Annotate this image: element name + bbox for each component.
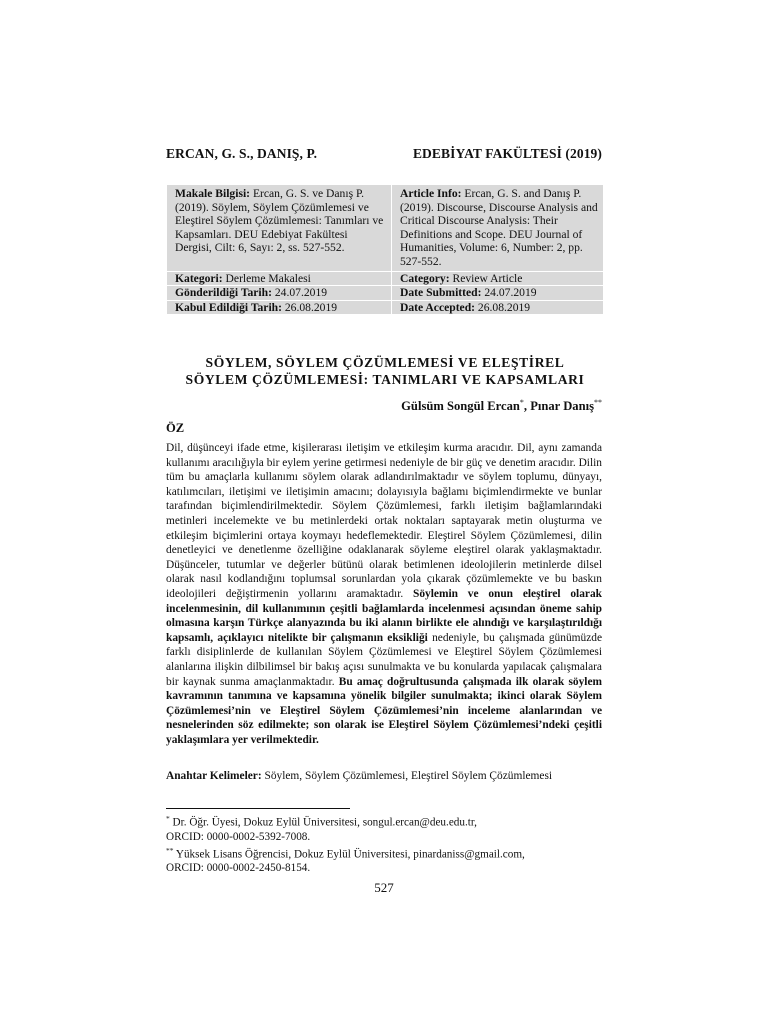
author-separator: , — [523, 399, 531, 414]
author-1-footnote-mark[interactable]: * — [519, 398, 524, 407]
footnote-2-text: Yüksek Lisans Öğrencisi, Dokuz Eylül Üniversitesi, pinardaniss@gmail.com, — [173, 848, 525, 861]
category-label: Category: — [400, 271, 450, 285]
date-submitted-value: 24.07.2019 — [481, 286, 537, 300]
running-header — [166, 146, 602, 162]
keywords-text: Söylem, Söylem Çözümlemesi, Eleştirel Söylem Çözümlemesi — [261, 770, 553, 782]
makale-bilgisi-text: Ercan, G. S. ve Danış P. (2019). Söylem, Söylem Çözümlemesi ve Eleştirel Söylem Çözümlemesi: Tanımları ve Kapsamları. DEU Edebiyat Fakültesi Dergisi, Cilt: 6, Sayı: 2, ss. 527-552. — [175, 187, 384, 255]
category-cell — [392, 271, 604, 286]
article-title-line-1: SÖYLEM, SÖYLEM ÇÖZÜMLEMESİ VE ELEŞTİREL — [205, 355, 565, 370]
kabul-edildigi-tarih-value: 26.08.2019 — [281, 300, 338, 314]
author-line — [166, 398, 602, 414]
abstract-bold-1: Söylemin ve onun eleştirel olarak incelenmesinin, dil kullanımının çeşitli bağlamlarda incelenmesi açısından öneme sahip olmasına karşın Türkçe alanyazında bu iki alanın birlikte ele alındığı ve karşılaştırıldığı kapsamlı, açıklayıcı nitelikte bir çalışmanın eksikliği — [166, 587, 602, 644]
article-title-line-2: SÖYLEM ÇÖZÜMLEMESİ: TANIMLARI VE KAPSAMLARI — [185, 372, 585, 387]
date-submitted-label: Date Submitted: — [400, 286, 482, 300]
footnote-1-mark: * — [166, 814, 170, 823]
article-info-text: Ercan, G. S. and Danış P. (2019). Discourse, Discourse Analysis and Critical Discourse Analysis: Their Definitions and Scope. DEU Journal of Humanities, Volume: 6, Number: 2, pp. 527-552. — [400, 187, 598, 268]
date-accepted-value: 26.08.2019 — [475, 300, 531, 314]
keywords-label: Anahtar Kelimeler: — [166, 770, 262, 782]
category-value: Review Article — [449, 271, 523, 285]
gonderildigi-tarih-cell — [167, 286, 392, 301]
kabul-edildigi-tarih-label: Kabul Edildiği Tarih: — [175, 300, 282, 314]
gonderildigi-tarih-label: Gönderildiği Tarih: — [175, 286, 272, 300]
author-2: Pınar Danış — [530, 399, 594, 414]
abstract-body — [166, 441, 602, 747]
date-submitted-cell — [392, 286, 604, 301]
footnotes — [166, 812, 602, 875]
header-authors: ERCAN, G. S., DANIŞ, P. — [166, 146, 318, 161]
info-table-row-submitted — [167, 286, 604, 301]
footnote-1-orcid: ORCID: 0000-0002-5392-7008. — [166, 830, 311, 843]
gonderildigi-tarih-value: 24.07.2019 — [271, 286, 328, 300]
footnote-separator — [166, 808, 350, 809]
makale-bilgisi-label: Makale Bilgisi: — [175, 187, 251, 200]
footnote-2-orcid: ORCID: 0000-0002-2450-8154. — [166, 862, 311, 875]
date-accepted-cell — [392, 300, 604, 315]
article-info-label: Article Info: — [400, 187, 462, 200]
kabul-edildigi-tarih-cell — [167, 300, 392, 315]
footnote-2-mark: ** — [166, 845, 174, 855]
kategori-cell — [167, 271, 392, 286]
article-title — [160, 354, 610, 388]
keywords — [166, 770, 606, 782]
header-journal: EDEBİYAT FAKÜLTESİ (2019) — [412, 146, 602, 161]
info-table-row-category — [167, 271, 604, 286]
kategori-value: Derleme Makalesi — [222, 271, 311, 285]
page-number: 527 — [374, 880, 394, 895]
abstract-text-1: Dil, düşünceyi ifade etme, kişilerarası iletişim ve etkileşim kurma aracıdır. Dil, aynı zamanda kullanımı aracılığıyla bir eylem yerine getirmesi nedeniyle de bir güç ve denetim aracıdır. Dilin tüm bu amaçlarla kullanımı söylem olarak adlandırılmaktadır ve söylem toplumu, dünyayı, katılımcıları, iletişimi ve iletişimin amacını; dolayısıyla bağlamı biçimlendirmekte ve bunlar tarafından biçimlendirilmektedir. Söylem Çözümlemesi, farklı iletişim bağlamlarındaki metinleri incelemekte ve bu metinlerdeki ortak noktaları saptayarak metin oluşturma ve etkileşim biçimlerini ortaya koymayı hedeflemektedir. Eleştirel Söylem Çözümlemesi, dilin denetleyici ve denetlenme özelliğine odaklanarak söyleme eleştirel olarak yaklaşmaktadır. Düşünceler, tutumlar ve değerler bütünü olarak betimlenen ideolojilerin metinlerde dilsel olarak nasıl kodlandığını toplumsal sorunlardan yola çıkarak çözümlemekte ve bu baskın ideolojileri değiştirmenin yollarını aramaktadır. — [166, 442, 602, 600]
makale-bilgisi-cell — [167, 185, 392, 272]
footnote-1-text: Dr. Öğr. Üyesi, Dokuz Eylül Üniversitesi, songul.ercan@deu.edu.tr, — [169, 816, 477, 829]
info-table-main-row — [167, 185, 604, 272]
footnote-1 — [166, 812, 602, 830]
abstract-text-2: nedeniyle, bu çalışmada günümüzde farklı disiplinlerde de kullanılan Söylem Çözümlemesi ve Eleştirel Söylem Çözümlemesi alanlarına ilişkin dilbilimsel bir bakış açısı sunulmakta ve bu konularda yapılacak çalışmalara bir kaynak sunma amaçlanmaktadır. — [166, 631, 603, 688]
kategori-label: Kategori: — [175, 271, 223, 285]
abstract-heading: ÖZ — [166, 421, 185, 435]
author-2-footnote-mark[interactable]: ** — [594, 398, 602, 407]
info-table-row-accepted — [167, 300, 604, 315]
date-accepted-label: Date Accepted: — [400, 300, 476, 314]
article-info-table — [166, 184, 604, 315]
author-1: Gülsüm Songül Ercan — [401, 399, 520, 414]
article-info-cell — [392, 185, 604, 272]
abstract-bold-2: Bu amaç doğrultusunda çalışmada ilk olarak söylem kavramının tanımına ve kapsamına yönelik bilgiler sunulmakta; ikinci olarak Söylem Çözümlemesi’nin ve Eleştirel Söylem Çözümlemesi’nin inceleme alanlarından ve nesnelerinden söz edilmekte; son olarak ise Eleştirel Söylem Çözümlemesi’ndeki çeşitli yaklaşımlara yer verilmektedir. — [166, 675, 602, 746]
footnote-2 — [166, 844, 602, 862]
